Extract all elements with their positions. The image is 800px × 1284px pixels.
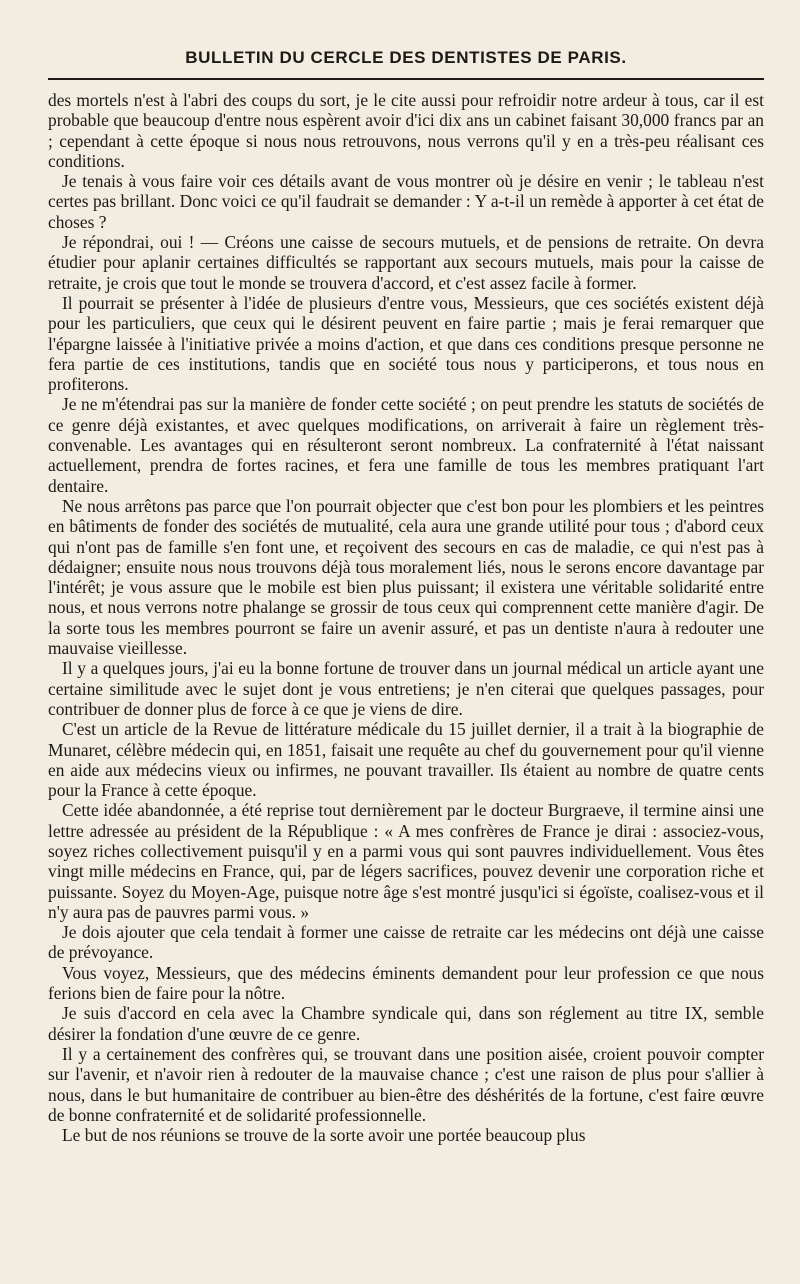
- paragraph: Je tenais à vous faire voir ces détails avant de vous montrer où je désire en venir ; le tableau n'est certes pas brillant. Donc voici ce qu'il faudrait se demander : Y a-t-il un remède à apporter à cet état de choses ?: [48, 171, 764, 232]
- paragraph: Je dois ajouter que cela tendait à former une caisse de retraite car les médecins ont déjà une caisse de prévoyance.: [48, 922, 764, 963]
- paragraph: Cette idée abandonnée, a été reprise tout dernièrement par le docteur Burgraeve, il termine ainsi une lettre adressée au président de la République : « A mes confrères de France je dirai : associez-vous, soyez riches collectivement puisqu'il y en a parmi vous qui sont pauvres individuellement. Vous êtes vingt mille médecins en France, qui, par de légers sacrifices, pouvez devenir une corporation riche et puissante. Soyez du Moyen-Age, puisque notre âge s'est montré jusqu'ici si égoïste, coalisez-vous et il n'y aura pas de pauvres parmi vous. »: [48, 800, 764, 922]
- paragraph: Le but de nos réunions se trouve de la sorte avoir une portée beaucoup plus: [62, 1125, 586, 1146]
- paragraph: Il pourrait se présenter à l'idée de plusieurs d'entre vous, Messieurs, que ces sociétés existent déjà pour les particuliers, que ceux qui le désirent peuvent en faire partie ; mais je ferai remarquer que l'épargne laissée à l'initiative privée a moins d'action, et que dans ces conditions presque personne ne fera partie de ces institutions, tandis que en société tous nous y participerons, et tous nous en profiterons.: [48, 292, 764, 395]
- running-header: BULLETIN DU CERCLE DES DENTISTES DE PARIS.: [185, 48, 627, 67]
- paragraph: des mortels n'est à l'abri des coups du sort, je le cite aussi pour refroidir notre ardeur à tous, car il est probable que beaucoup d'entre nous espèrent avoir d'ici dix ans un cabinet faisant 30,000 francs par an ; cependant à cette époque si nous nous retrouvons, nous verrons qu'il y en a très-peu réalisant ces conditions.: [48, 90, 764, 171]
- paragraph: Il y a certainement des confrères qui, se trouvant dans une position aisée, croient pouvoir compter sur l'avenir, et n'avoir rien à redouter de la mauvaise chance ; c'est une raison de plus pour s'allier à nous, dans le but humanitaire de contribuer au bien-être des déshérités de la fortune, c'est faire œuvre de bonne confraternité et de solidarité professionnelle.: [48, 1043, 764, 1125]
- paragraph: Je répondrai, oui ! — Créons une caisse de secours mutuels, et de pensions de retraite. On devra étudier pour aplanir certaines difficultés se rapportant aux secours mutuels, mais pour la caisse de retraite, je crois que tout le monde se trouvera d'accord, et c'est assez facile à former.: [48, 232, 764, 293]
- paragraph: C'est un article de la Revue de littérature médicale du 15 juillet dernier, il a trait à la biographie de Munaret, célèbre médecin qui, en 1851, faisait une requête au chef du gouvernement pour qu'il vienne en aide aux médecins vieux ou infirmes, ne pouvant travailler. Ils étaient au nombre de quatre cents pour la France à cette époque.: [48, 719, 764, 801]
- paragraph: Je ne m'étendrai pas sur la manière de fonder cette société ; on peut prendre les statuts de sociétés de ce genre déjà existantes, et avec quelques modifications, on arriverait à faire un règlement très-convenable. Les avantages qui en résulteront seront nombreux. La confraternité à l'état naissant actuellement, prendra de fortes racines, et fera une famille de tous les membres pratiquant l'art dentaire.: [48, 394, 764, 496]
- paragraph: Il y a quelques jours, j'ai eu la bonne fortune de trouver dans un journal médical un article ayant une certaine similitude avec le sujet dont je vous entretiens; je n'en citerai que quelques passages, pour contribuer de donner plus de force à ce que je viens de dire.: [48, 658, 764, 719]
- article-body: [48, 90, 764, 1145]
- header-rule: [48, 78, 764, 80]
- paragraph: Vous voyez, Messieurs, que des médecins éminents demandent pour leur profession ce que nous ferions bien de faire pour la nôtre.: [48, 962, 764, 1004]
- paragraph: Ne nous arrêtons pas parce que l'on pourrait objecter que c'est bon pour les plombiers et les peintres en bâtiments de fonder des sociétés de mutualité, cela aura une grande utilité pour tous ; d'abord ceux qui n'ont pas de famille s'en font une, et reçoivent des secours en cas de maladie, ce qui n'est pas à dédaigner; ensuite nous nous trouvons déjà tous moralement liés, nous le serons encore davantage par l'intérêt; je vous assure que le mobile est bien plus puissant; il existera une véritable solidarité entre nous, et nous verrons notre phalange se grossir de tous ceux qui comprennent cette manière d'agir. De la sorte tous les membres pourront se faire un avenir assuré, et pas un dentiste n'aura à redouter une mauvaise vieillesse.: [48, 495, 764, 659]
- paragraph: Je suis d'accord en cela avec la Chambre syndicale qui, dans son réglement au titre IX, semble désirer la fondation d'une œuvre de ce genre.: [48, 1003, 764, 1044]
- page: [48, 40, 764, 1145]
